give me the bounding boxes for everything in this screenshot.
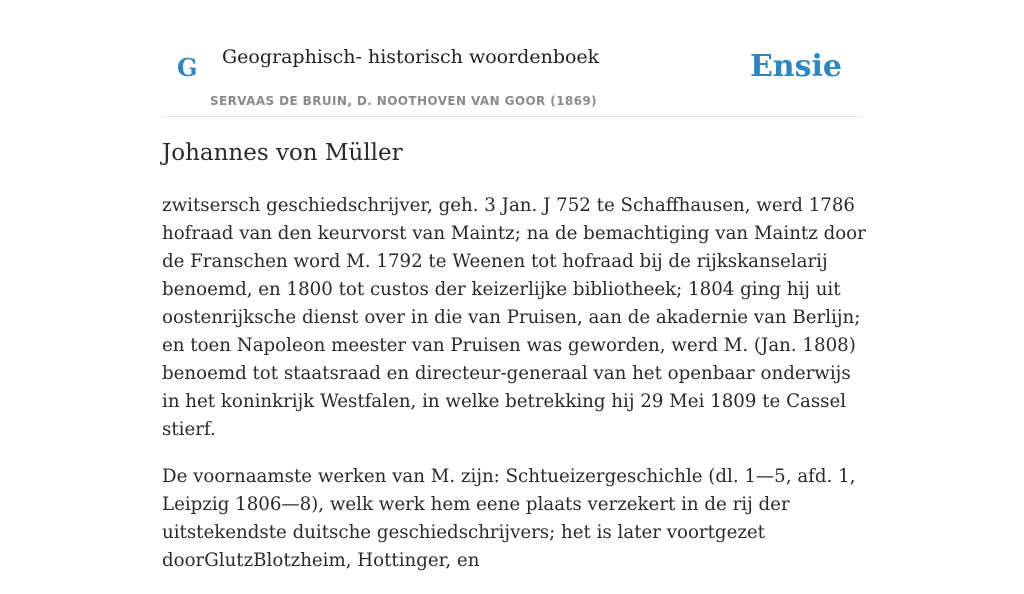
source-authors: SERVAAS DE BRUIN, D. NOOTHOVEN VAN GOOR (1869) (210, 94, 598, 108)
source-title[interactable]: Geographisch- historisch woordenboek (222, 46, 600, 68)
source-header (162, 0, 862, 117)
entry-title: Johannes von Müller (162, 140, 403, 166)
entry-paragraph: De voornaamste werken van M. zijn: Schtueizergeschichle (dl. 1—5, afd. 1, Leipzig 1806—8), welk werk hem eene plaats verzekert in de rij der uitstekendste duitsche geschiedschrijvers; het is later voortgezet doorGlutzBlotzheim, Hottinger, en (162, 466, 856, 571)
entry-body (162, 192, 872, 594)
entry-paragraph: zwitsersch geschiedschrijver, geh. 3 Jan. J 752 te Schaffhausen, werd 1786 hofraad van den keurvorst van Maintz; na de bemachtiging van Maintz door de Franschen word M. 1792 te Weenen tot hofraad bij de rijkskanselarij benoemd, en 1800 tot custos der keizerlijke bibliotheek; 1804 ging hij uit oostenrijksche dienst over in die van Pruisen, aan de akadernie van Berlijn; en toen Napoleon meester van Pruisen was geworden, werd M. (Jan. 1808) benoemd tot staatsraad en directeur-generaal van het openbaar onderwijs in het koninkrijk Westfalen, in welke betrekking hij 29 Mei 1809 te Cassel stierf. (162, 195, 866, 440)
ensie-logo[interactable]: Ensie (749, 49, 842, 84)
source-logo[interactable]: G (177, 53, 198, 82)
